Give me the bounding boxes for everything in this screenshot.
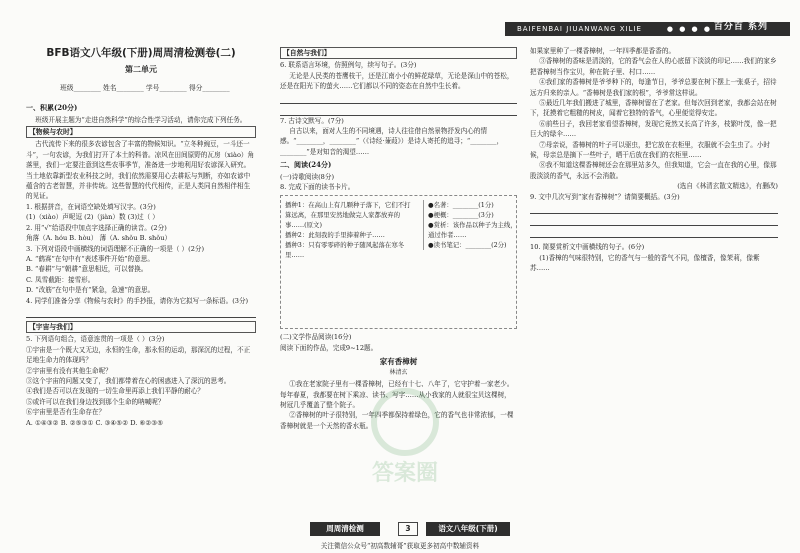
footer-series: 周周清检测	[310, 522, 380, 536]
question-5: 5. 下列语句组合，语意连贯的一项是（ ）(3分)	[26, 335, 165, 344]
article-paragraph: ⑤最近几年我们搬进了城里，香樟树留在了老家。但每次回到老家，我都会站在树下，抚摸着它粗糙的树皮，闻着它独特的香气，心里便觉得安定。	[530, 99, 777, 118]
question-1: 1. 根据拼音，在词语空缺处填写汉字。(3分)	[26, 202, 156, 211]
question-6: 6. 联系语言环境，仿照例句，续写句子。(3分)	[280, 61, 417, 70]
section-heading: 二、阅读(24分)	[280, 160, 332, 170]
answer-line[interactable]	[26, 306, 256, 318]
statement-6: ⑥宇宙里是否有生命存在？	[26, 408, 106, 417]
example-sentence: 无论是人民类的苍鹰枝干，还是江南小小的鲜花绿草，无论是深山中的苍松，还是在阳光下的萤火……它们都以不同的姿态在自然中生长着。	[280, 71, 514, 91]
question-8: 8. 完成下面的读书卡片。	[280, 183, 355, 192]
unit-title: 第二单元	[125, 64, 157, 75]
answer-line[interactable]	[280, 104, 517, 116]
question-3: 3. 下列对语段中画横线的词语理解不正确的一项是（ ）(2分)	[26, 244, 205, 253]
question-1-options: (1)（xiào）声呢逗 (2)（jiàn）数 (3)过（ ）	[26, 213, 159, 222]
article-author: 林清玄	[389, 368, 408, 376]
statement-2: ②宇宙里有没有其他生命呢？	[26, 366, 112, 375]
bottom-notice: 关注微信公众号“初高数辅哥”获取更多初高中数辅资料	[320, 542, 480, 550]
column-right	[530, 46, 778, 273]
answer-line[interactable]	[280, 92, 517, 104]
section-heading: 一、积累(20分)	[26, 103, 78, 113]
question-10: 10. 简要赏析文中画横线的句子。(6分)	[530, 243, 645, 252]
watermark-text: 答案圈	[371, 461, 438, 486]
reading-instruction: 阅读下面的作品，完成9~12题。	[280, 343, 378, 352]
question-2: 2. 用“√”给语段中加点字选择正确的读音。(2分)	[26, 223, 167, 232]
question-9: 9. 文中几次写到“家有香樟树”？请简要概括。(3分)	[530, 192, 680, 201]
brand-logo: 百分百 系列	[713, 22, 768, 32]
reading-card	[280, 195, 517, 329]
passage: 古代流传下来的很多农谚包含了丰富的物候知识。“立冬种豌豆，一斗还一斗”，一句农谚，为我们打开了本土的科普。凉风在田间原野的瓦房（xiào）角落里，我们一定要注意到这些农事季节，准备进一步地利用好农谚深入研究。当土地依靠新型农业科技之时，我们依然需要用心去耕耘与判断，亦如农谚中蕴含的古老智慧，并非传统。这些智慧的代代相传，正是人类同自然相伴相生的见证。	[26, 140, 255, 201]
article-title: 家有香樟树	[379, 357, 418, 367]
article-paragraph: ⑧我不知道这棵香樟树还会在那里站多久，但我知道，它会一直在我的心里，像那股淡淡的香气，永远不会消散。	[530, 161, 777, 180]
subsection-label: 【宇宙与我们】	[26, 321, 256, 333]
column-middle	[280, 46, 517, 431]
question-4: 4. 同学们准备分享《物候与农时》的手抄报，请你为它拟写一条标语。(3分)	[26, 296, 249, 305]
part-heading: (一)诗歌阅读(8分)	[280, 172, 335, 181]
banner-dots: ● ● ● ●	[666, 25, 712, 33]
part-heading: (二)文学作品阅读(16分)	[280, 333, 352, 342]
page-footer	[310, 522, 510, 536]
option-a: A. “鹤赛”在句中有“表述事件开始”的意思。	[26, 254, 154, 263]
series-banner-text: BAIFENBAI JIUANWANG XILIE	[517, 25, 642, 33]
statement-4: ④我们是否可以在发现的一切生命里再添上我们平静的耐心？	[26, 387, 205, 396]
subsection-label: 【自然与我们】	[280, 47, 517, 59]
watermark-circle-icon	[371, 388, 439, 456]
article-paragraph: ⑥前些日子，我回老家看望香樟树，发现它竟然又长高了许多，枝繁叶茂，像一把巨大的绿伞……	[530, 119, 777, 139]
statement-3: ③这个宇宙的问题又变了，我们都带着在心的困惑进入了深沉的思考。	[26, 376, 231, 385]
reading-notes: ●名著：________(1分) ●梗概：________(3分) ●赏析：该作品以种子为主线，通过作者…… ●读书笔记：________(2分)	[423, 200, 518, 250]
excerpt-text: 播种1：在高山上有几颗种子落下，它们不打算远离，在那里安然地做完人家都放弃的事……(原文) 播种2：此刻我的手里捧着种子…… 播种3：只有零零碎的种子随风起落在寒冬里……	[285, 201, 411, 260]
statement-1: ①宇宙是一个既大又无边，永恒的生命，那永恒的运动，那深沉的过程，不正足地生命力的体现吗？	[26, 345, 251, 365]
question-10-sentence: (1)香樟的气味很特别，它的香气与一般的香气不同，像檀香，像茉莉，像紫苏……	[530, 253, 760, 272]
article-paragraph: ⑦母亲说，香樟树的叶子可以驱虫，把它放在衣柜里，衣服就不会生虫了。小时候，母亲总是摘下一些叶子，晒干后放在我们的衣柜里……	[530, 140, 771, 160]
statement-5: ⑤或许可以在我们身边找到那个生命的呐喊呢？	[26, 397, 165, 406]
dictation-passage: 自古以来，面对人生的不同境遇，诗人往往借自然景物抒发内心的情感。“________，________”（《诗经·蒹葭》）是诗人寄托的追寻；“________，________”是对知音的渴望……	[280, 127, 504, 156]
article-source: (选自《林清玄散文精选》，有删改)	[677, 182, 778, 191]
option-c: C. 凤雪截距：接雪形。	[26, 275, 95, 284]
option-b: B. “春耕”与“朝耕”意思相近，可以替换。	[26, 265, 148, 274]
article-paragraph: ③香樟树的香味是清淡的，它的香气会在人的心底留下淡淡的印记……我们的家乡把香樟树当作宝贝，种在院子里、村口……	[530, 57, 777, 76]
watermark-logo	[310, 388, 500, 498]
page-number: 3	[398, 522, 418, 536]
option-d: D. “改筋”在句中是有“紧急，急速”的意思。	[26, 286, 155, 295]
subsection-label: 【物候与农时】	[26, 126, 256, 138]
article-paragraph: ①我在老家院子里有一棵香樟树，已经有十七、八年了，它守护着一家老少。每年春夏，我都要在树下乘凉、读书、写字……从小我家的人就很宝贝这棵树，树冠几乎覆盖了整个院子。	[280, 380, 514, 409]
student-info-line: 班级________ 姓名________ 学号________ 得分________	[60, 83, 230, 92]
exam-title: BFB语文八年级(下册)周周清检测卷(二)	[46, 47, 236, 59]
question-2-options: 角落（A. hóu B. hòu） 薄（A. shǒu B. shǒu）	[26, 234, 172, 243]
answer-line[interactable]	[530, 226, 778, 238]
answer-line[interactable]	[530, 214, 778, 226]
question-7: 7. 古诗文默写。(7分)	[280, 116, 344, 125]
article-paragraph: ④我们家的香樟树是爷爷种下的，每逢节日，爷爷总要在树下摆上一张桌子，招待远方归来的亲人。“香樟树是我们家的根”，爷爷常这样说。	[530, 78, 777, 97]
question-5-options: A. ①④③② B. ②⑤③① C. ③④⑤② D. ⑥②③⑤	[26, 418, 164, 427]
footer-subject: 语文八年级(下册)	[426, 522, 510, 536]
answer-line[interactable]	[530, 202, 778, 214]
article-paragraph: ②香樟树的叶子很特别，一年四季都保持着绿色，它的香气也非常浓郁，一棵香樟树就是一个天然的香水瓶。	[280, 411, 514, 430]
series-banner	[505, 22, 790, 36]
section-intro: 班级开展主题为“走进自然科学”的综合性学习活动，请你完成下列任务。	[35, 115, 247, 124]
column-left	[26, 46, 256, 428]
article-paragraph: 如果家里种了一棵香樟树，一年四季都是香香的。	[530, 47, 676, 55]
